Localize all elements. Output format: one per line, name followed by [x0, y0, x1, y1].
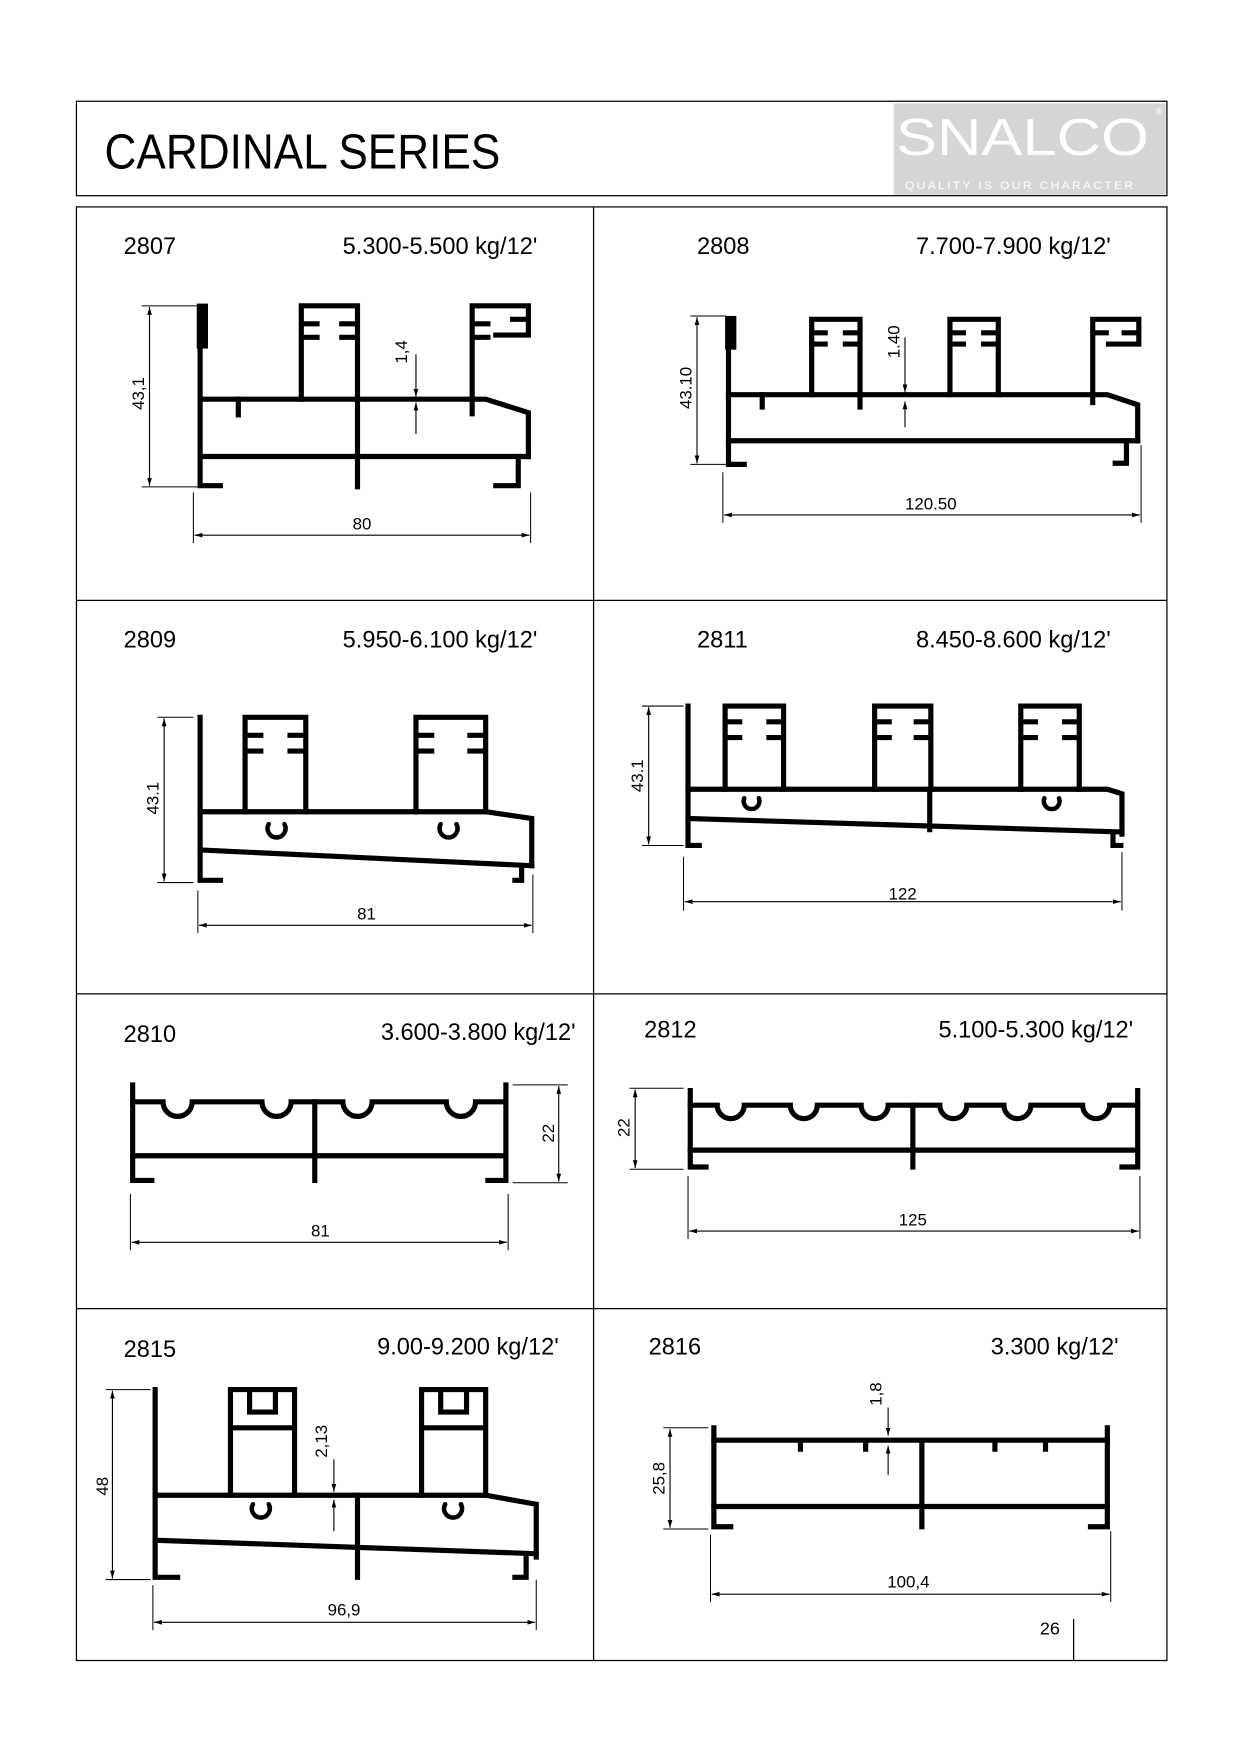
profile-bottom-flange [200, 850, 532, 866]
product-code: 2808 [697, 234, 750, 261]
product-code: 2815 [123, 1336, 177, 1363]
profile-track-3 [1021, 706, 1079, 789]
dimension-label-width: 122 [888, 884, 917, 904]
profile-track-1 [725, 706, 783, 789]
product-weight: 3.300 kg/12' [990, 1334, 1119, 1361]
profile-right-foot [515, 866, 522, 881]
product-code: 2809 [123, 627, 177, 654]
dimension-width [193, 492, 530, 543]
dimension-label-width: 120.50 [905, 494, 957, 514]
dimension-wall [312, 1425, 334, 1531]
dimension-label-height: 25,8 [649, 1461, 669, 1495]
product-weight: 5.950-6.100 kg/12' [342, 627, 538, 654]
product-card-2807 [124, 234, 538, 543]
profile-left-wall [728, 343, 744, 464]
dimension-label-height: 43.1 [143, 781, 163, 815]
profile-drawing-2810 [133, 1085, 506, 1181]
profile-right-foot [1115, 441, 1126, 463]
product-card-2810 [124, 1020, 576, 1250]
product-weight: 5.100-5.300 kg/12' [938, 1017, 1134, 1044]
profile-track-1 [230, 1390, 294, 1496]
profile-screw-port [252, 1504, 270, 1517]
product-code: 2807 [123, 234, 177, 261]
dimension-width [198, 875, 533, 933]
dimension-label-width: 125 [898, 1210, 927, 1230]
profile-left-wall [200, 717, 220, 880]
dimension-width [153, 1580, 536, 1631]
dimension-height [615, 1088, 684, 1169]
profile-drawing-2812 [690, 1091, 1137, 1167]
profile-screw-port [440, 824, 458, 837]
product-code: 2811 [697, 627, 748, 654]
profile-track-2 [416, 717, 486, 811]
profile-left-wall [200, 343, 220, 486]
product-weight: 9.00-9.200 kg/12' [377, 1334, 559, 1361]
dimension-height [513, 1085, 568, 1183]
dimension-width [684, 852, 1122, 910]
profile-right-foot [515, 1557, 526, 1577]
profile-track-2 [950, 319, 998, 394]
page-number: 26 [1039, 1618, 1060, 1639]
profile-track-1 [301, 306, 357, 399]
dimension-label-width: 96,9 [327, 1600, 361, 1620]
profile-drawing-2808 [725, 316, 1139, 464]
profile-track-2 [422, 1390, 486, 1496]
product-weight: 3.600-3.800 kg/12' [380, 1019, 576, 1046]
profile-top-flange [200, 399, 528, 456]
dimension-label-height: 22 [614, 1118, 634, 1138]
product-card-2808 [676, 234, 1141, 523]
dimension-width [723, 445, 1141, 523]
dimension-wall [866, 1382, 888, 1475]
product-weight: 7.700-7.900 kg/12' [915, 234, 1111, 261]
profile-drawing-2816 [714, 1428, 1107, 1527]
profile-screw-port [1044, 798, 1060, 809]
dimension-height [628, 706, 683, 845]
page-title: CARDINAL SERIES [104, 124, 501, 180]
dimension-label-width: 81 [357, 904, 376, 924]
profile-drawing-2807 [197, 304, 529, 487]
dimension-label-wall: 2,13 [312, 1424, 332, 1458]
product-code: 2812 [644, 1017, 697, 1044]
dimension-label-wall: 1,8 [866, 1382, 886, 1406]
dimension-wall [392, 340, 416, 434]
page-number-block [1040, 1619, 1074, 1661]
profile-drawing-2811 [688, 706, 1122, 845]
dimension-height [93, 1390, 151, 1580]
product-code: 2816 [648, 1334, 702, 1361]
profile-left-wall [690, 1091, 706, 1167]
dimension-label-height: 43.1 [628, 759, 648, 793]
dimension-label-width: 81 [311, 1221, 330, 1241]
product-card-2809 [124, 628, 538, 934]
dimension-label-width: 100,4 [887, 1572, 930, 1592]
profile-screw-port [268, 824, 286, 837]
profile-drawing-2809 [200, 717, 532, 880]
logo-tagline: QUALITY IS OUR CHARACTER [904, 179, 1136, 192]
dimension-width [130, 1194, 508, 1250]
profile-track-1 [245, 717, 306, 811]
dimension-label-height: 43.10 [676, 366, 696, 410]
dimension-height [676, 316, 726, 464]
product-card-2811 [628, 628, 1122, 911]
profile-bottom-flange [688, 818, 1122, 831]
profile-bottom-flange [155, 1540, 536, 1553]
dimension-width [710, 1531, 1110, 1602]
profile-right-wall [1122, 1091, 1138, 1167]
product-card-2815 [93, 1335, 559, 1630]
profile-screw-port [444, 1504, 462, 1517]
product-card-2812 [615, 1018, 1140, 1239]
profile-track-2 [875, 706, 931, 789]
logo-registered-mark: ® [1155, 106, 1163, 117]
profile-left-wall [688, 706, 699, 845]
profile-top-flange [133, 1102, 506, 1117]
product-weight: 5.300-5.500 kg/12' [342, 234, 538, 261]
dimension-width [688, 1176, 1140, 1239]
profile-right-foot [496, 456, 518, 485]
profile-drawing-2815 [155, 1390, 536, 1578]
dimension-label-width: 80 [352, 514, 372, 534]
dimension-label-height: 48 [92, 1476, 112, 1496]
dimension-label-wall: 1,4 [391, 340, 411, 364]
profile-top-flange [728, 395, 1137, 441]
dimension-height [144, 717, 194, 882]
profile-screw-port [744, 798, 760, 809]
dimension-height [649, 1428, 708, 1529]
dimension-label-wall: 1.40 [884, 325, 904, 359]
dimension-wall [884, 325, 905, 427]
product-weight: 8.450-8.600 kg/12' [915, 627, 1111, 654]
page-header [76, 101, 1166, 195]
brand-logo [894, 103, 1166, 194]
dimension-label-height: 22 [539, 1123, 559, 1143]
dimension-label-height: 43,1 [128, 377, 148, 410]
profile-left-wall [155, 1390, 177, 1578]
dimension-height [129, 306, 198, 487]
product-code: 2810 [123, 1022, 177, 1049]
product-card-2816 [649, 1335, 1119, 1602]
profile-track-3 [1093, 319, 1139, 402]
logo-brand-text: SNALCO [895, 108, 1149, 167]
